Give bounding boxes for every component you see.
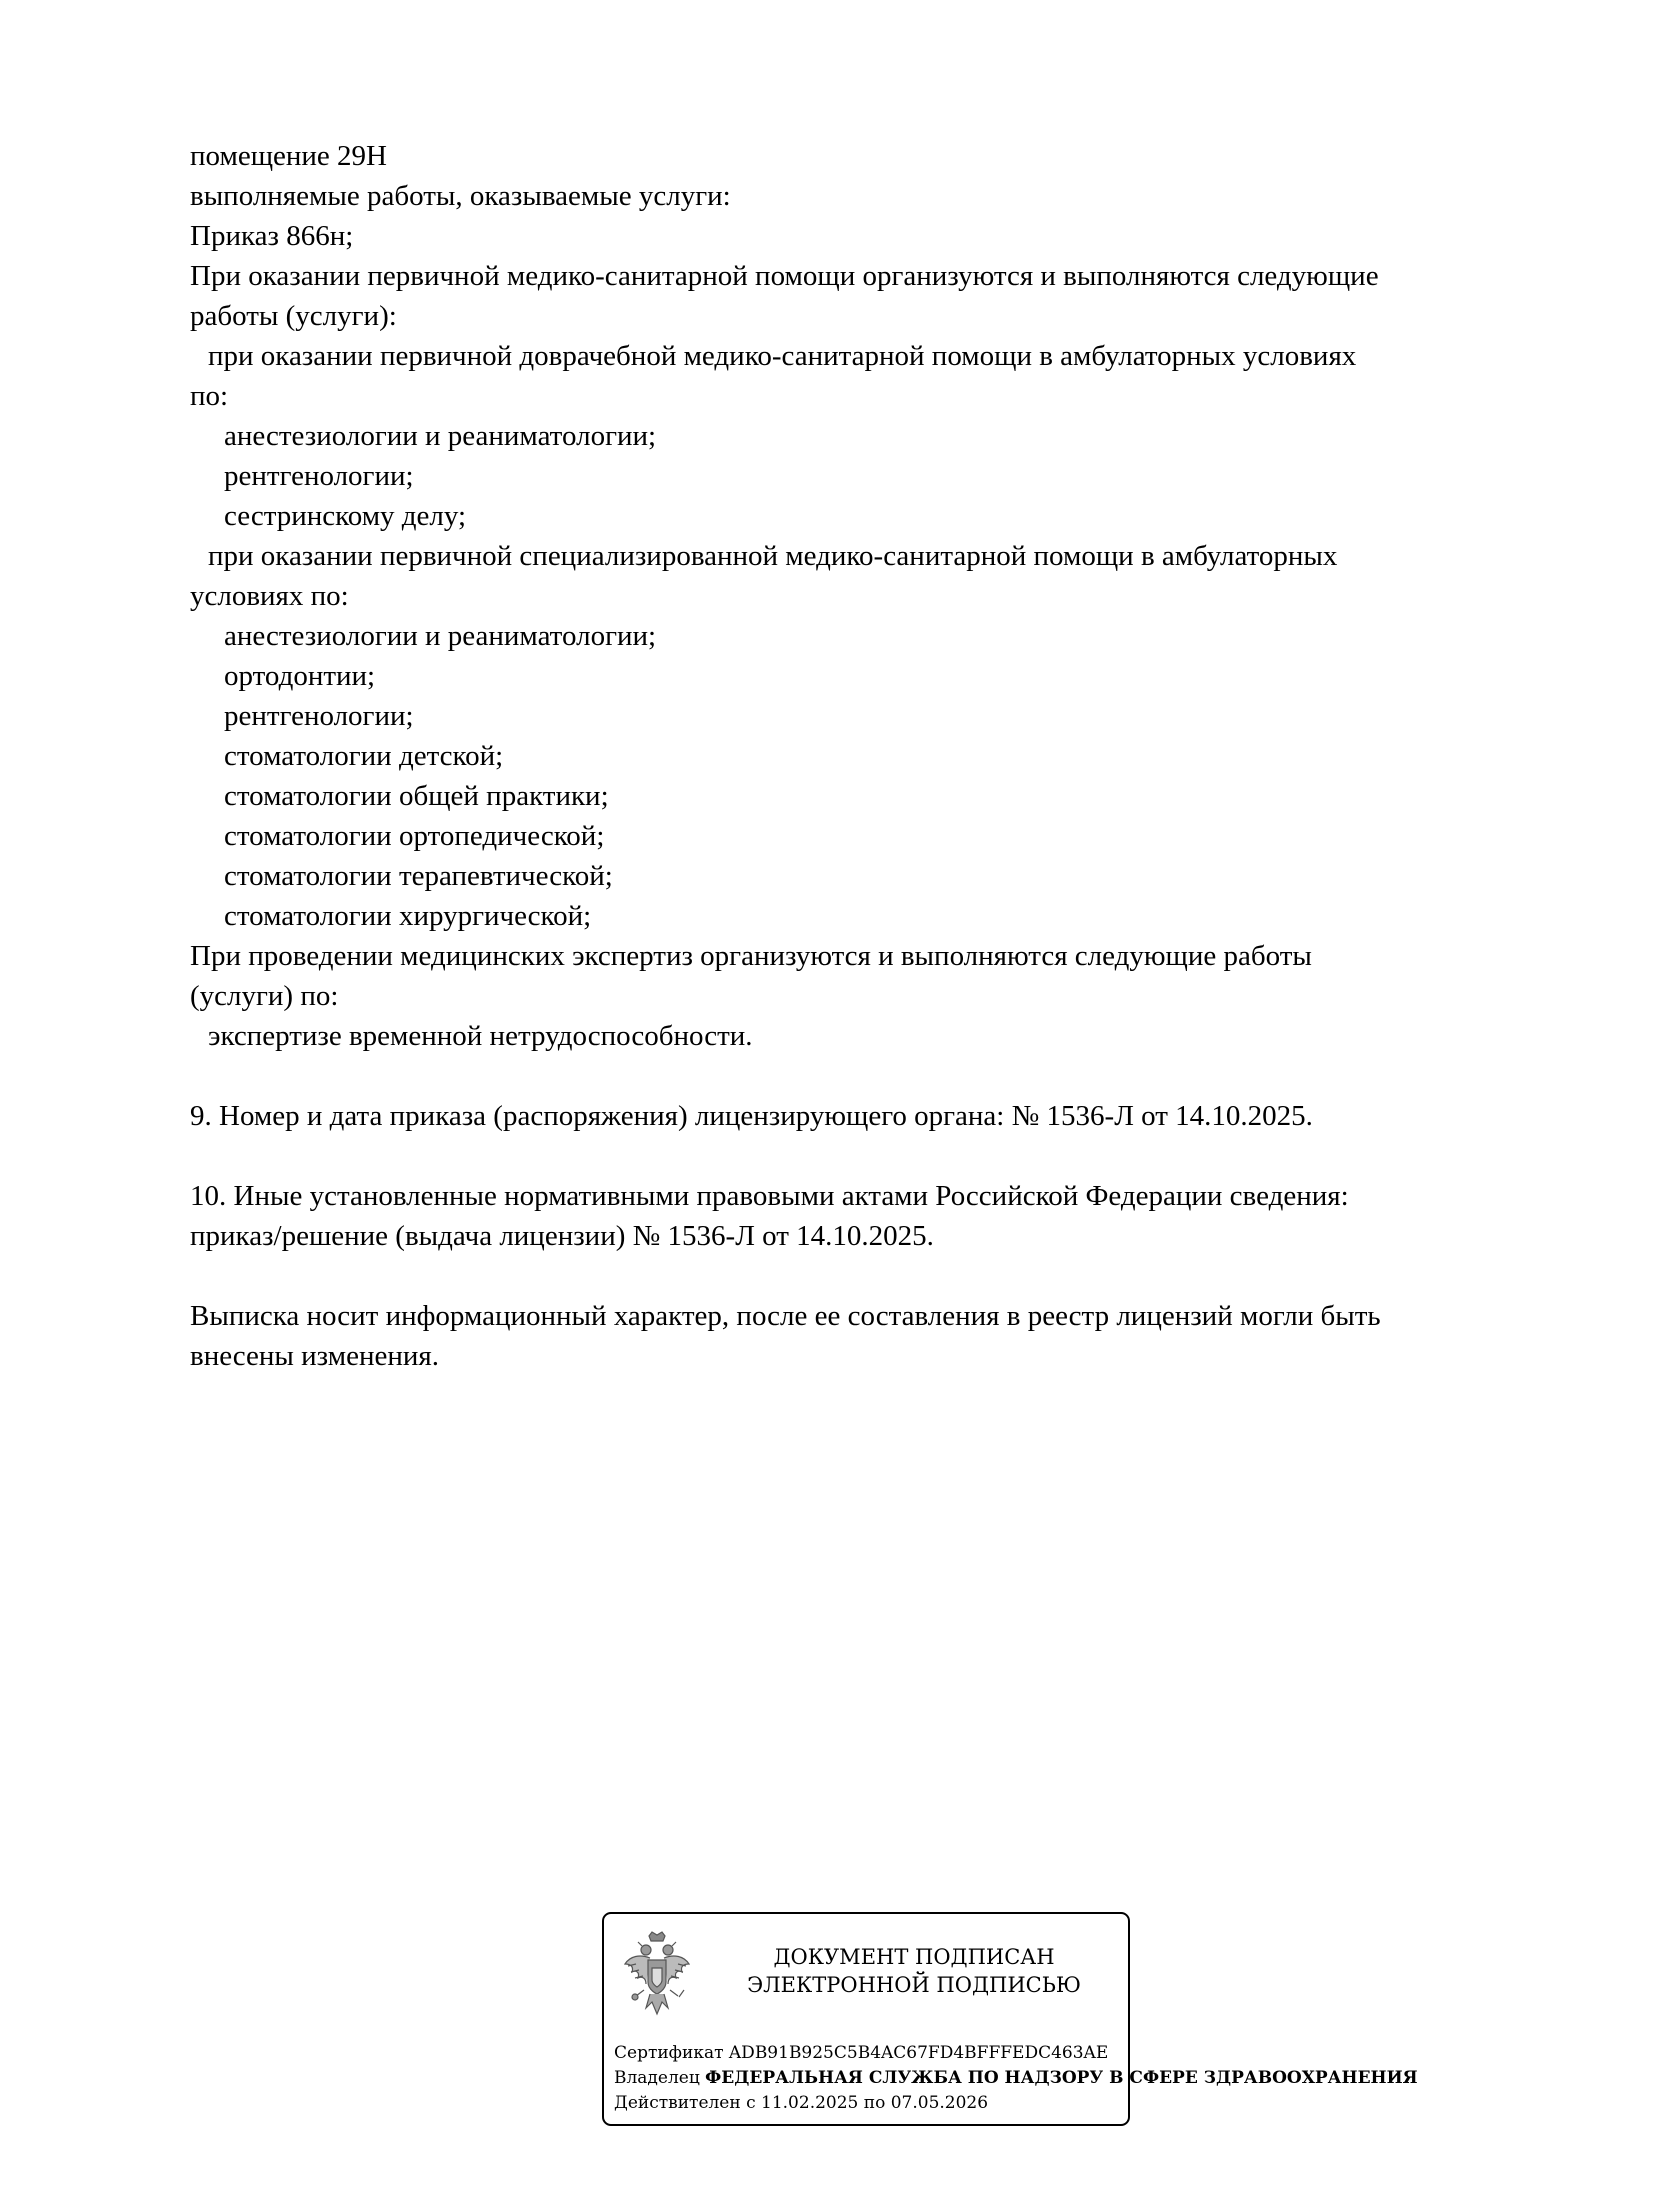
text-line: приказ/решение (выдача лицензии) № 1536-Л от 14.10.2025. xyxy=(190,1220,934,1252)
stamp-certificate xyxy=(614,2042,1108,2064)
stamp-title-line1: ДОКУМЕНТ ПОДПИСАН xyxy=(773,1945,1055,1969)
certificate-label: Сертификат xyxy=(614,2043,724,2063)
text-line: Приказ 866н; xyxy=(190,220,354,252)
stamp-validity xyxy=(614,2092,988,2114)
text-line: стоматологии ортопедической; xyxy=(224,820,605,852)
blank-line xyxy=(190,1136,1530,1176)
text-line: стоматологии детской; xyxy=(224,740,504,772)
text-line: помещение 29Н xyxy=(190,140,387,172)
text-line: 9. Номер и дата приказа (распоряжения) лицензирующего органа: № 1536-Л от 14.10.2025. xyxy=(190,1100,1313,1132)
certificate-value: ADB91B925C5B4AC67FD4BFFFEDC463AE xyxy=(728,2043,1109,2063)
stamp-title-line2: ЭЛЕКТРОННОЙ ПОДПИСЬЮ xyxy=(747,1973,1081,1997)
text-line: При оказании первичной медико-санитарной помощи организуются и выполняются следующие xyxy=(190,260,1379,292)
text-line: стоматологии терапевтической; xyxy=(224,860,613,892)
e-signature-stamp xyxy=(602,1912,1418,2126)
document-body xyxy=(190,136,1530,1376)
text-line: При проведении медицинских экспертиз организуются и выполняются следующие работы xyxy=(190,940,1312,972)
text-line: 10. Иные установленные нормативными правовыми актами Российской Федерации сведения: xyxy=(190,1180,1349,1212)
text-line: рентгенологии; xyxy=(224,460,414,492)
text-line: выполняемые работы, оказываемые услуги: xyxy=(190,180,731,212)
stamp-owner xyxy=(614,2067,1418,2089)
text-line: при оказании первичной доврачебной медико-санитарной помощи в амбулаторных условиях xyxy=(208,340,1357,372)
text-line: рентгенологии; xyxy=(224,700,414,732)
text-line: по: xyxy=(190,380,229,412)
text-line: при оказании первичной специализированной медико-санитарной помощи в амбулаторных xyxy=(208,540,1338,572)
text-line: стоматологии хирургической; xyxy=(224,900,592,932)
blank-line xyxy=(190,1256,1530,1296)
text-line: (услуги) по: xyxy=(190,980,339,1012)
text-line: анестезиологии и реаниматологии; xyxy=(224,620,657,652)
text-line: экспертизе временной нетрудоспособности. xyxy=(208,1020,753,1052)
text-line: анестезиологии и реаниматологии; xyxy=(224,420,657,452)
text-line: Выписка носит информационный характер, после ее составления в реестр лицензий могли быть xyxy=(190,1300,1381,1332)
owner-label: Владелец xyxy=(614,2068,700,2088)
text-line: стоматологии общей практики; xyxy=(224,780,609,812)
text-line: условиях по: xyxy=(190,580,349,612)
validity-text: Действителен с 11.02.2025 по 07.05.2026 xyxy=(614,2093,989,2113)
coat-of-arms-icon xyxy=(622,1930,692,2018)
blank-line xyxy=(190,1056,1530,1096)
owner-value: ФЕДЕРАЛЬНАЯ СЛУЖБА ПО НАДЗОРУ В СФЕРЕ ЗДРАВООХРАНЕНИЯ xyxy=(705,2068,1418,2088)
text-line: внесены изменения. xyxy=(190,1340,439,1372)
text-line: сестринскому делу; xyxy=(224,500,467,532)
text-line: ортодонтии; xyxy=(224,660,376,692)
text-line: работы (услуги): xyxy=(190,300,397,332)
